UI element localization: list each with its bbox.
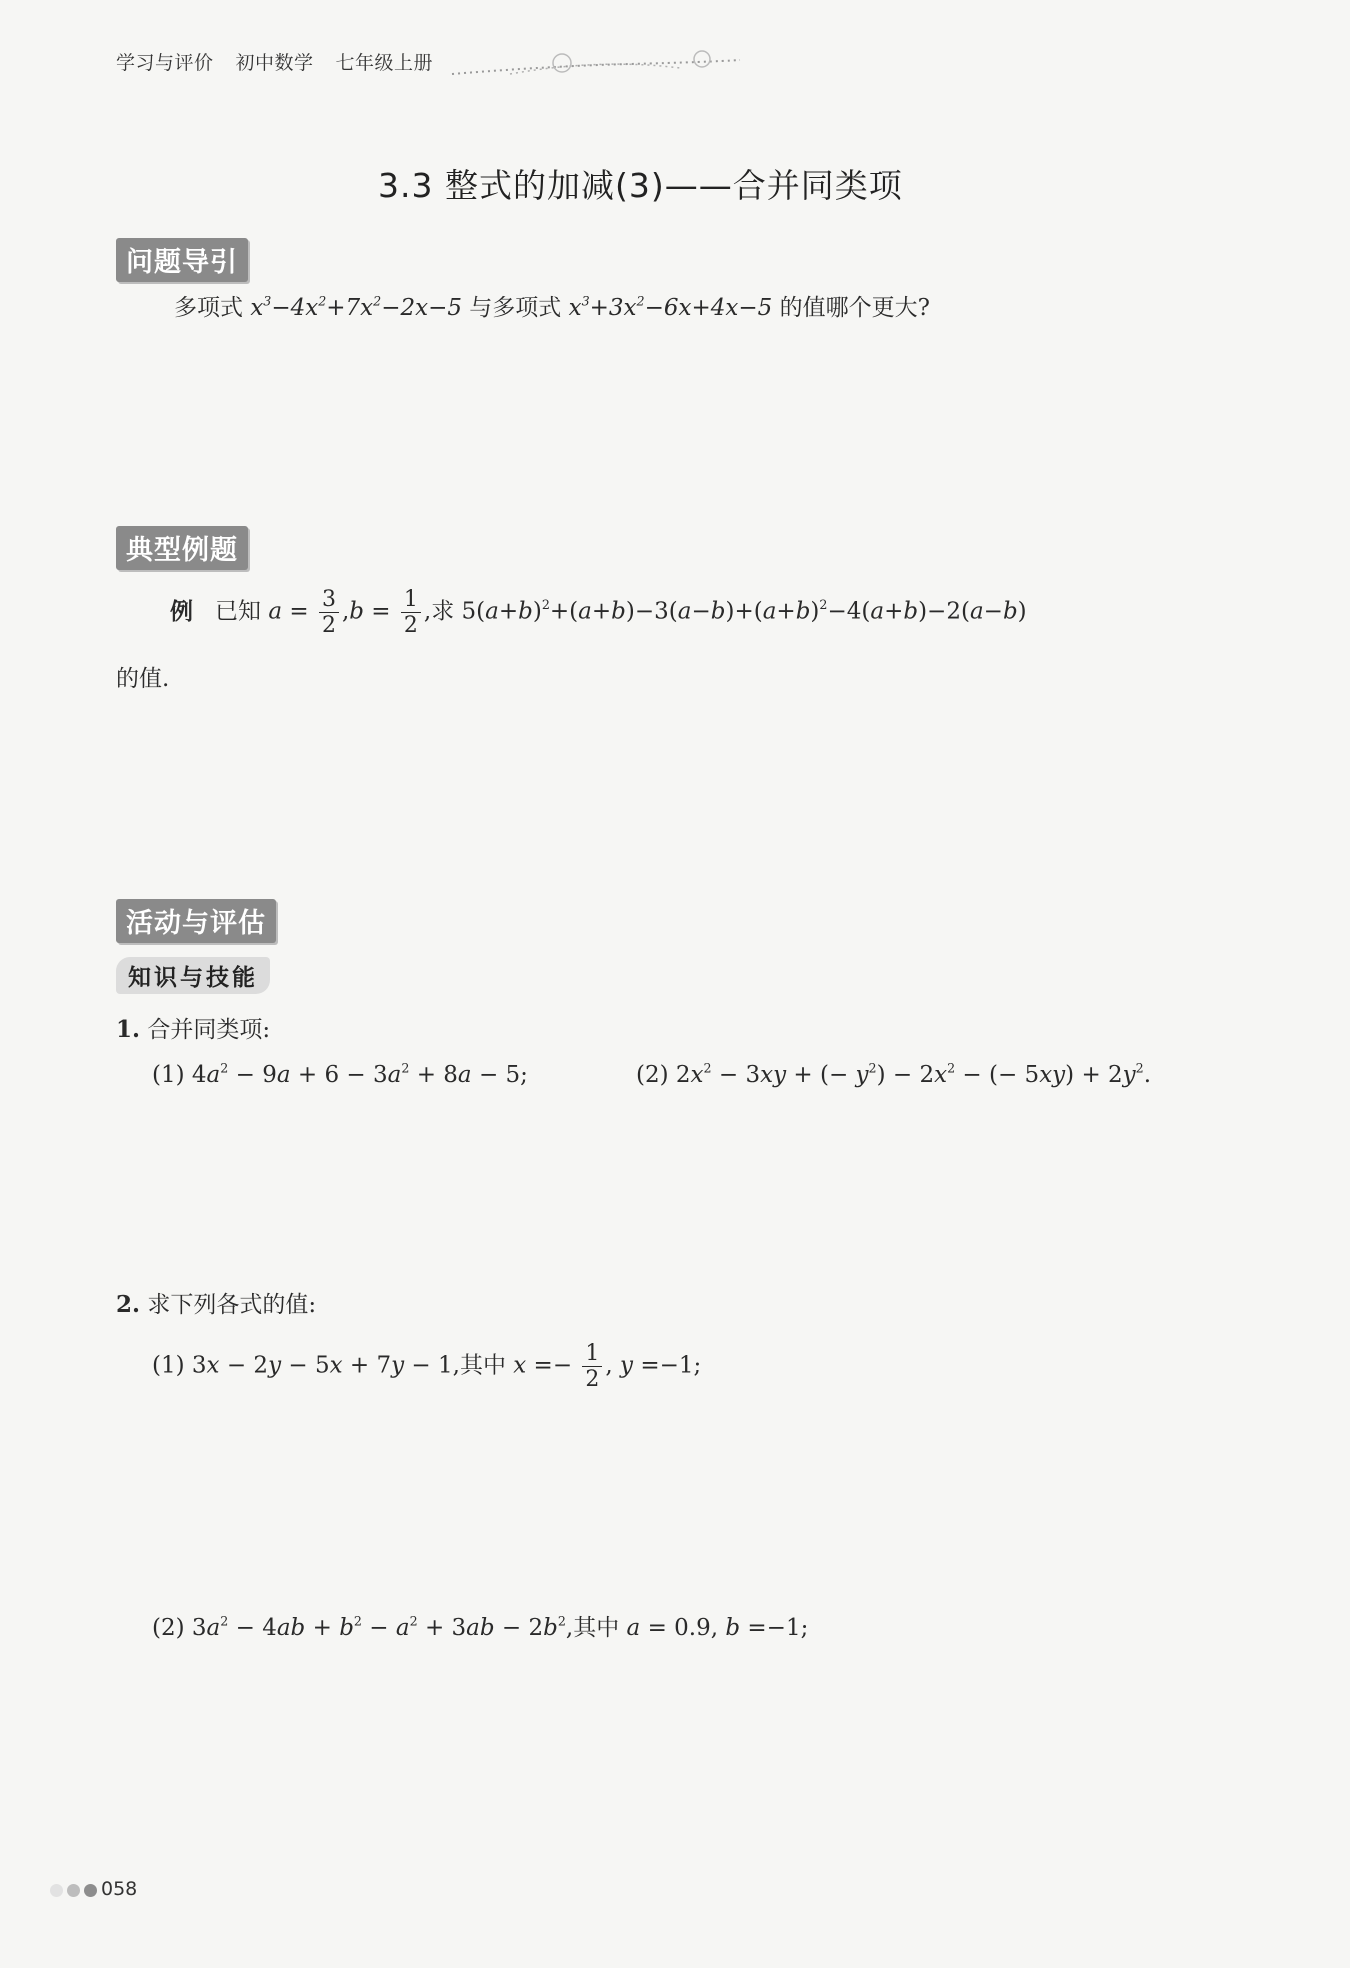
- section-badge-intro: 问题导引: [116, 238, 248, 282]
- question-1-part-2: (2) $2x^2 - 3xy$ + (− $y^2) - 2x^2$ − (− $5xy) + 2y^2$.: [636, 1060, 1152, 1088]
- example-tail: 的值.: [116, 666, 170, 692]
- header-dotted-ornament: [450, 44, 750, 78]
- fraction-3-2: $\frac{3}{2}$: [319, 588, 339, 637]
- footer-dot-icon: [67, 1884, 80, 1897]
- intro-question: 多项式 $x^3-4x^2+7x^2-2x-5$ 与多项式 $x^3+3x^2-6x+4x-5$ 的值哪个更大?: [174, 293, 930, 321]
- question-2-part-2: (2) $3a^2 - 4ab + b^2 - a^2 + 3ab - 2b^2$,其中 a = 0.9, b =−1;: [152, 1613, 809, 1641]
- footer-dot-icon: [84, 1884, 97, 1897]
- polynomial-1: $x^3-4x^2+7x^2-2x-5$: [250, 293, 462, 321]
- section-badge-activity: 活动与评估: [116, 899, 276, 943]
- question-1-part-1: (1) $4a^2 - 9a + 6 - 3a^2 + 8a - 5$;: [152, 1060, 528, 1088]
- example-label: 例: [170, 598, 193, 625]
- fraction-1-2: $\frac{1}{2}$: [401, 588, 421, 637]
- polynomial-2: $x^3+3x^2-6x+4x-5$: [568, 293, 773, 321]
- header-grade: 七年级上册: [335, 52, 434, 74]
- question-2-text: 求下列各式的值:: [147, 1292, 317, 1318]
- question-1: [116, 1018, 270, 1042]
- question-2-number: 2.: [116, 1291, 141, 1318]
- question-2-part-1: (1) 3x − 2y − 5x + 7y − 1,其中 x =− $\frac{1}{2}$ , y =−1;: [152, 1341, 702, 1393]
- section-subbadge-skills: 知识与技能: [116, 957, 270, 994]
- page-title: 3.3 整式的加减(3)——合并同类项: [378, 166, 903, 205]
- question-1-text: 合并同类项:: [147, 1017, 271, 1043]
- header-book: 学习与评价: [116, 52, 214, 74]
- page-number: 058: [101, 1878, 138, 1900]
- question-1-number: 1.: [116, 1016, 141, 1043]
- running-header: [116, 48, 455, 75]
- example-problem: 例 已知 a = $\frac{3}{2}$ ,b = $\frac{1}{2}$ ,求 $5(a+b)^2+(a+b)-3(a-b)+(a+b)^2-4(a+b)-2(a-b)$: [170, 587, 1027, 639]
- footer: [50, 1878, 137, 1900]
- section-badge-example: 典型例题: [116, 526, 248, 570]
- question-2: [116, 1293, 316, 1317]
- footer-dot-icon: [50, 1884, 63, 1897]
- header-subject: 初中数学: [235, 52, 314, 74]
- fraction-1-2-q2: $\frac{1}{2}$: [582, 1342, 602, 1391]
